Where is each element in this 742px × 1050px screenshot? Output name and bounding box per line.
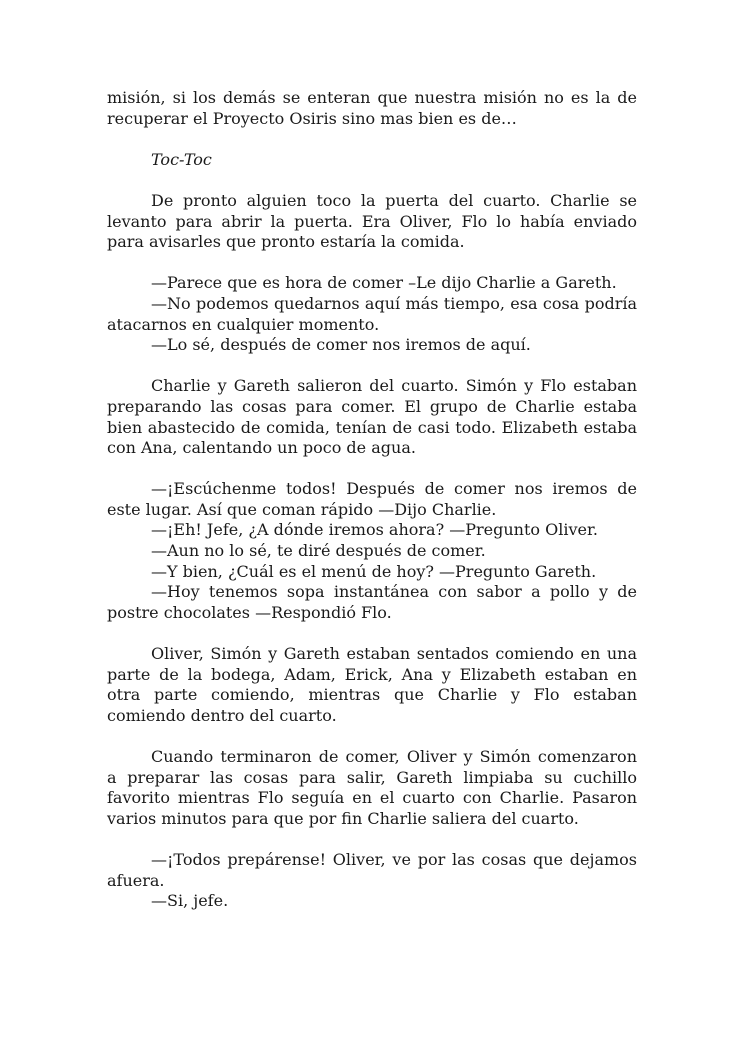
dialogue-line: —Si, jefe. [151,891,229,911]
paragraph-finished-eating: Cuando terminaron de comer, Oliver y Simón comenzaron a preparar las cosas para salir, Gareth limpiaba su cuchillo favorito mientras Flo seguía en el cuarto con Charlie. Pasaron varios minutos para que por fin Charlie saliera del cuarto. [107,747,637,828]
dialogue-line: —Y bien, ¿Cuál es el menú de hoy? —Pregunto Gareth. [151,561,597,581]
dialogue-line: —¡Eh! Jefe, ¿A dónde iremos ahora? —Pregunto Oliver. [151,520,598,540]
paragraph-knock: Toc-Toc [151,149,212,169]
paragraph-gap [107,356,637,377]
paragraph-gap [107,829,637,850]
paragraph-gap [107,129,637,150]
paragraph-gap [107,459,637,480]
paragraph-eating: Oliver, Simón y Gareth estaban sentados comiendo en una parte de la bodega, Adam, Erick, Ana y Elizabeth estaban en otra parte comiendo, mientras que Charlie y Flo estaban comiendo dentro del cuarto. [107,644,637,725]
paragraph-gap [107,170,637,191]
dialogue-line: —¡Escúchenme todos! Después de comer nos iremos de este lugar. Así que coman rápido —Dijo Charlie. [107,479,637,519]
paragraph-gap [107,623,637,644]
document-page [107,88,637,912]
paragraph-gap [107,726,637,747]
paragraph-gap [107,253,637,274]
dialogue-line: —¡Todos prepárense! Oliver, ve por las cosas que dejamos afuera. [107,849,637,890]
paragraph-mission: misión, si los demás se enteran que nuestra misión no es la de recuperar el Proyecto Osiris sino mas bien es de… [107,88,637,128]
dialogue-line: —No podemos quedarnos aquí más tiempo, esa cosa podría atacarnos en cualquier momento. [107,293,637,334]
dialogue-line: —Hoy tenemos sopa instantánea con sabor a pollo y de postre chocolates —Respondió Flo. [107,582,637,622]
dialogue-line: —Aun no lo sé, te diré después de comer. [151,541,486,561]
paragraph-preparing-food: Charlie y Gareth salieron del cuarto. Simón y Flo estaban preparando las cosas para comer. El grupo de Charlie estaba bien abastecido de comida, tenían de casi todo. Elizabeth estaba con Ana, calentando un poco de agua. [107,376,637,458]
dialogue-line: —Lo sé, después de comer nos iremos de aquí. [151,335,531,355]
dialogue-line: —Parece que es hora de comer –Le dijo Charlie a Gareth. [151,273,617,293]
paragraph-door: De pronto alguien toco la puerta del cuarto. Charlie se levanto para abrir la puerta. Era Oliver, Flo lo había enviado para avisarles que pronto estaría la comida. [107,190,637,252]
